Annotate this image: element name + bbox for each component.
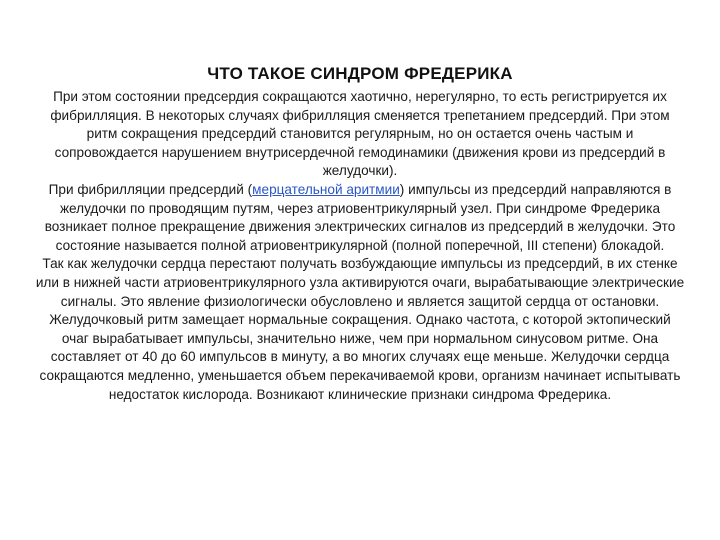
paragraph-ventricular-rhythm: Так как желудочки сердца перестают получать возбуждающие импульсы из предсердий, в их стенке или в нижней части атриовентрикулярного узла активируются очаги, вырабатывающие электрические сигналы. Это явление физиологически обусловлено и является защитой сердца от остановки. Желудочковый ритм замещает нормальные сокращения. Однако частота, с которой эктопический очаг вырабатывает импульсы, значительно ниже, чем при нормальном синусовом ритме. Она составляет от 40 до 60 импульсов в минуту, а во многих случаях еще меньше. Желудочки сердца сокращаются медленно, уменьшается объем перекачиваемой крови, организм начинает испытывать недостаток кислорода. Возникают клинические признаки синдрома Фредерика. <box>35 256 685 402</box>
atrial-fibrillation-link[interactable]: мерцательной аритмии <box>252 181 400 197</box>
paragraph-text-before-link: При фибрилляции предсердий ( <box>48 181 253 197</box>
slide-title: ЧТО ТАКОЕ СИНДРОМ ФРЕДЕРИКА <box>207 64 513 83</box>
slide-body <box>34 88 686 404</box>
paragraph-text-after-link: ) импульсы из предсердий направляются в желудочки по проводящим путям, через атриовентрикулярный узел. При синдроме Фредерика возникает полное прекращение движения электрических сигналов из предсердий в желудочки. Это состояние называется полной атриовентрикулярной (полной поперечной, III степени) блокадой. <box>44 181 676 253</box>
paragraph-av-block <box>34 181 686 255</box>
paragraph-atrial-fibrillation: При этом состоянии предсердия сокращаются хаотично, нерегулярно, то есть регистрируется их фибрилляция. В некоторых случаях фибрилляция сменяется трепетанием предсердий. При этом ритм сокращения предсердий становится регулярным, но он остается очень частым и сопровождается нарушением внутрисердечной гемодинамики (движения крови из предсердий в желудочки). <box>50 89 670 179</box>
